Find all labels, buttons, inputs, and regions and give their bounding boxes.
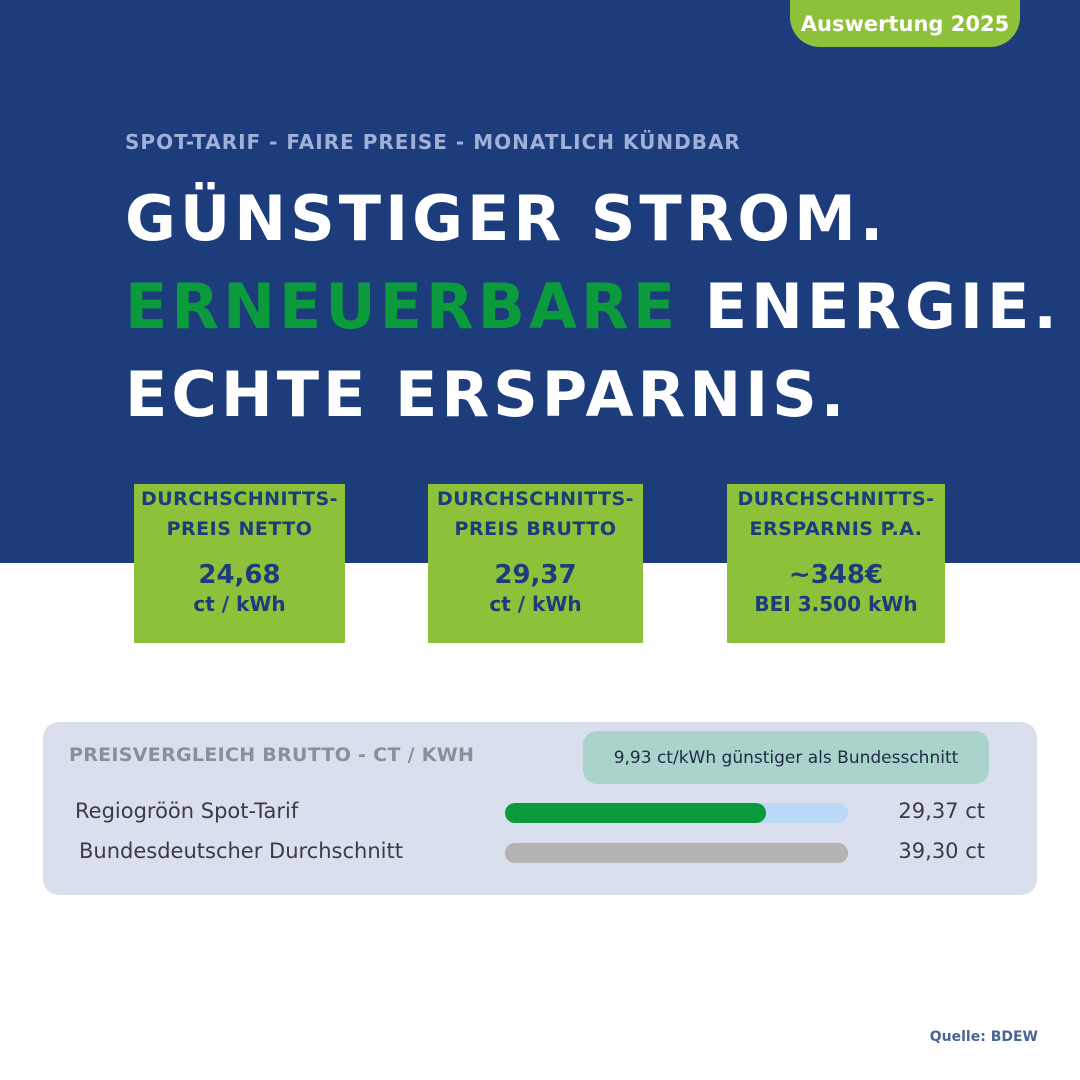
comparison-bar-track: [505, 803, 848, 823]
stat-label-line-2: ERSPARNIS P.A.: [749, 518, 923, 540]
stat-label-line-1: DURCHSCHNITTS-: [436, 488, 635, 510]
comparison-bar-fill: [505, 803, 766, 823]
comparison-row-value: 29,37 ct: [898, 799, 985, 823]
comparison-row-value: 39,30 ct: [898, 839, 985, 863]
stat-unit: BEI 3.500 kWh: [754, 592, 918, 616]
stat-card-annual-savings: [727, 484, 945, 643]
stat-label: [727, 484, 945, 544]
source-note: Quelle: BDEW: [929, 1029, 1038, 1045]
stat-label: [428, 484, 643, 544]
savings-badge-text: 9,93 ct/kWh günstiger als Bundesschnitt: [613, 747, 959, 768]
comparison-row-label: Regiogröön Spot-Tarif: [75, 799, 299, 823]
headline-line-1: GÜNSTIGER STROM.: [125, 182, 888, 255]
price-comparison-panel: [43, 722, 1037, 895]
stat-label-line-2: PREIS BRUTTO: [454, 518, 617, 540]
stat-label-line-2: PREIS NETTO: [166, 518, 313, 540]
stat-card-gross-price: [428, 484, 643, 643]
year-badge-label: Auswertung 2025: [800, 11, 1010, 36]
stat-unit: ct / kWh: [489, 592, 582, 616]
stat-card-net-price: [134, 484, 345, 643]
headline-highlight: ERNEUERBARE: [125, 270, 680, 343]
comparison-title: PREISVERGLEICH BRUTTO - CT / KWH: [69, 744, 475, 766]
stat-unit: ct / kWh: [193, 592, 286, 616]
comparison-bar-track: [505, 843, 848, 863]
stat-value: 24,68: [198, 560, 281, 590]
headline-line-2-rest: ENERGIE.: [679, 270, 1061, 343]
savings-badge: [583, 731, 989, 784]
year-badge: [790, 0, 1020, 47]
stat-value: ~348€: [788, 560, 884, 590]
comparison-row-label: Bundesdeutscher Durchschnitt: [79, 839, 403, 863]
stat-label: [134, 484, 345, 544]
headline-line-3: ECHTE ERSPARNIS.: [125, 358, 849, 431]
stat-label-line-1: DURCHSCHNITTS-: [737, 488, 935, 510]
comparison-bar-fill: [505, 843, 848, 863]
stat-value: 29,37: [494, 560, 577, 590]
stat-label-line-1: DURCHSCHNITTS-: [140, 488, 339, 510]
tagline: SPOT-TARIF - FAIRE PREISE - MONATLICH KÜNDBAR: [125, 130, 741, 154]
headline-line-2: [125, 270, 1061, 343]
